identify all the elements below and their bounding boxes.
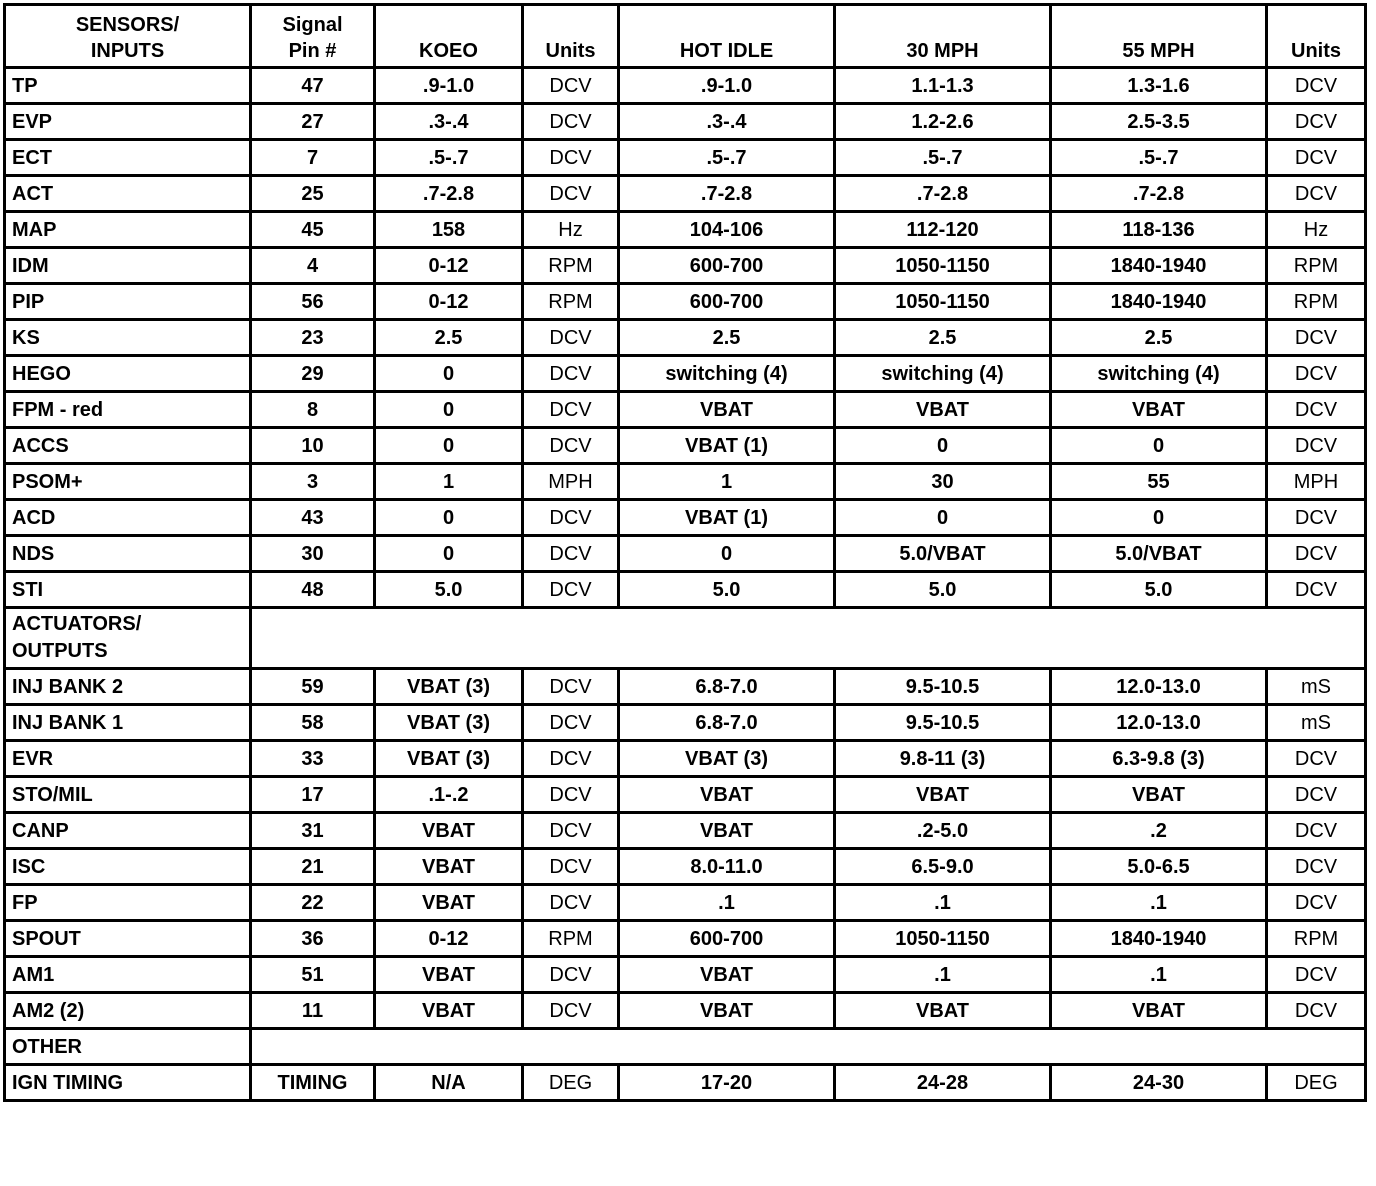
signal-pin-cell: 51 (251, 957, 375, 993)
hot-idle-cell: 6.8-7.0 (619, 669, 835, 705)
mph55-cell: 1840-1940 (1051, 248, 1267, 284)
table-row (5, 212, 1366, 248)
pin-voltage-table (3, 3, 1367, 1102)
hot-idle-cell: 600-700 (619, 248, 835, 284)
table-row (5, 777, 1366, 813)
units-cell: DCV (523, 320, 619, 356)
mph30-cell: 6.5-9.0 (835, 849, 1051, 885)
mph55-cell: 1840-1940 (1051, 284, 1267, 320)
name: KS (5, 320, 251, 356)
table-row (5, 885, 1366, 921)
mph30-cell: 2.5 (835, 320, 1051, 356)
table-row (5, 669, 1366, 705)
hot-idle-cell: 5.0 (619, 572, 835, 608)
mph30-cell: 1050-1150 (835, 921, 1051, 957)
mph30-cell: .1 (835, 885, 1051, 921)
koeo-cell: .3-.4 (375, 104, 523, 140)
signal-pin-cell: 33 (251, 741, 375, 777)
table-row (5, 464, 1366, 500)
name: AM1 (5, 957, 251, 993)
hot-idle-cell: VBAT (619, 813, 835, 849)
hot-idle-cell: .3-.4 (619, 104, 835, 140)
mph55-cell: 24-30 (1051, 1065, 1267, 1101)
signal-pin-cell: TIMING (251, 1065, 375, 1101)
name: EVP (5, 104, 251, 140)
hot-idle-cell: 2.5 (619, 320, 835, 356)
units-cell: DCV (523, 104, 619, 140)
units2-cell: DCV (1267, 140, 1366, 176)
mph30-cell: 24-28 (835, 1065, 1051, 1101)
signal-pin-cell: 56 (251, 284, 375, 320)
table-row (5, 849, 1366, 885)
mph55-cell: 5.0-6.5 (1051, 849, 1267, 885)
units2-cell: DCV (1267, 741, 1366, 777)
table-row (5, 320, 1366, 356)
mph30-cell: .5-.7 (835, 140, 1051, 176)
koeo-cell: VBAT (3) (375, 669, 523, 705)
header-units-2: Units (1267, 5, 1366, 68)
hot-idle-cell: 6.8-7.0 (619, 705, 835, 741)
name: ACT (5, 176, 251, 212)
table-row (5, 957, 1366, 993)
hot-idle-cell: 0 (619, 536, 835, 572)
name: FPM - red (5, 392, 251, 428)
koeo-cell: 158 (375, 212, 523, 248)
table-row (5, 356, 1366, 392)
hot-idle-cell: VBAT (1) (619, 428, 835, 464)
mph55-cell: 0 (1051, 428, 1267, 464)
table-row (5, 1065, 1366, 1101)
header-row (5, 5, 1366, 68)
header-koeo: KOEO (375, 5, 523, 68)
header-sensors-inputs: SENSORS/ INPUTS (5, 5, 251, 68)
units-cell: DCV (523, 813, 619, 849)
signal-pin-cell: 4 (251, 248, 375, 284)
mph55-cell: .5-.7 (1051, 140, 1267, 176)
hot-idle-cell: VBAT (1) (619, 500, 835, 536)
mph55-cell: VBAT (1051, 993, 1267, 1029)
signal-pin-cell: 25 (251, 176, 375, 212)
koeo-cell: 0 (375, 428, 523, 464)
name: MAP (5, 212, 251, 248)
name: ISC (5, 849, 251, 885)
mph55-cell: 1840-1940 (1051, 921, 1267, 957)
units2-cell: MPH (1267, 464, 1366, 500)
section-other (5, 1029, 1366, 1065)
mph55-cell: VBAT (1051, 777, 1267, 813)
mph55-cell: 12.0-13.0 (1051, 705, 1267, 741)
mph30-cell: 1.2-2.6 (835, 104, 1051, 140)
hot-idle-cell: VBAT (3) (619, 741, 835, 777)
mph30-cell: VBAT (835, 392, 1051, 428)
units-cell: RPM (523, 248, 619, 284)
units2-cell: DCV (1267, 993, 1366, 1029)
section-title: ACTUATORS/ OUTPUTS (5, 608, 251, 669)
mph55-cell: .1 (1051, 957, 1267, 993)
units-cell: DCV (523, 428, 619, 464)
units2-cell: RPM (1267, 284, 1366, 320)
mph55-cell: 0 (1051, 500, 1267, 536)
units2-cell: DCV (1267, 957, 1366, 993)
mph30-cell: 9.8-11 (3) (835, 741, 1051, 777)
signal-pin-cell: 22 (251, 885, 375, 921)
signal-pin-cell: 3 (251, 464, 375, 500)
signal-pin-cell: 43 (251, 500, 375, 536)
table-row (5, 392, 1366, 428)
signal-pin-cell: 21 (251, 849, 375, 885)
units-cell: DCV (523, 536, 619, 572)
signal-pin-cell: 36 (251, 921, 375, 957)
name: ACCS (5, 428, 251, 464)
units2-cell: DCV (1267, 176, 1366, 212)
mph30-cell: 1050-1150 (835, 248, 1051, 284)
name: TP (5, 68, 251, 104)
units-cell: RPM (523, 921, 619, 957)
mph30-cell: VBAT (835, 993, 1051, 1029)
signal-pin-cell: 11 (251, 993, 375, 1029)
table-row (5, 741, 1366, 777)
mph55-cell: 55 (1051, 464, 1267, 500)
name: CANP (5, 813, 251, 849)
mph30-cell: 0 (835, 500, 1051, 536)
units2-cell: DCV (1267, 320, 1366, 356)
mph55-cell: 2.5 (1051, 320, 1267, 356)
units2-cell: DCV (1267, 356, 1366, 392)
units2-cell: Hz (1267, 212, 1366, 248)
units2-cell: mS (1267, 669, 1366, 705)
table-row (5, 813, 1366, 849)
table-row (5, 176, 1366, 212)
units-cell: DCV (523, 993, 619, 1029)
koeo-cell: 0 (375, 356, 523, 392)
koeo-cell: VBAT (3) (375, 741, 523, 777)
signal-pin-cell: 48 (251, 572, 375, 608)
units-cell: DCV (523, 356, 619, 392)
table-row (5, 572, 1366, 608)
mph55-cell: 118-136 (1051, 212, 1267, 248)
units-cell: DCV (523, 572, 619, 608)
hot-idle-cell: 17-20 (619, 1065, 835, 1101)
name: INJ BANK 1 (5, 705, 251, 741)
units-cell: DCV (523, 705, 619, 741)
units2-cell: mS (1267, 705, 1366, 741)
table-row (5, 428, 1366, 464)
mph30-cell: 9.5-10.5 (835, 705, 1051, 741)
koeo-cell: VBAT (3) (375, 705, 523, 741)
table-row (5, 140, 1366, 176)
koeo-cell: 0-12 (375, 248, 523, 284)
koeo-cell: .9-1.0 (375, 68, 523, 104)
signal-pin-cell: 31 (251, 813, 375, 849)
signal-pin-cell: 7 (251, 140, 375, 176)
units-cell: DCV (523, 68, 619, 104)
hot-idle-cell: 1 (619, 464, 835, 500)
hot-idle-cell: 8.0-11.0 (619, 849, 835, 885)
mph30-cell: 5.0/VBAT (835, 536, 1051, 572)
table-row (5, 104, 1366, 140)
units-cell: DEG (523, 1065, 619, 1101)
table-row (5, 536, 1366, 572)
name: IDM (5, 248, 251, 284)
hot-idle-cell: 600-700 (619, 284, 835, 320)
section-blank (251, 1029, 1366, 1065)
hot-idle-cell: VBAT (619, 777, 835, 813)
signal-pin-cell: 27 (251, 104, 375, 140)
table-row (5, 500, 1366, 536)
table-row (5, 993, 1366, 1029)
signal-pin-cell: 58 (251, 705, 375, 741)
koeo-cell: .1-.2 (375, 777, 523, 813)
mph30-cell: 9.5-10.5 (835, 669, 1051, 705)
name: NDS (5, 536, 251, 572)
units-cell: DCV (523, 669, 619, 705)
units-cell: DCV (523, 500, 619, 536)
header-signal-pin: Signal Pin # (251, 5, 375, 68)
name: ACD (5, 500, 251, 536)
table-row (5, 921, 1366, 957)
name: FP (5, 885, 251, 921)
koeo-cell: 0-12 (375, 921, 523, 957)
mph55-cell: switching (4) (1051, 356, 1267, 392)
koeo-cell: 0 (375, 536, 523, 572)
name: ECT (5, 140, 251, 176)
units2-cell: DCV (1267, 68, 1366, 104)
header-units: Units (523, 5, 619, 68)
mph30-cell: VBAT (835, 777, 1051, 813)
units-cell: RPM (523, 284, 619, 320)
mph55-cell: 6.3-9.8 (3) (1051, 741, 1267, 777)
mph30-cell: 5.0 (835, 572, 1051, 608)
units2-cell: DCV (1267, 572, 1366, 608)
koeo-cell: VBAT (375, 885, 523, 921)
koeo-cell: VBAT (375, 813, 523, 849)
mph55-cell: 5.0/VBAT (1051, 536, 1267, 572)
units-cell: DCV (523, 777, 619, 813)
hot-idle-cell: VBAT (619, 957, 835, 993)
mph55-cell: 2.5-3.5 (1051, 104, 1267, 140)
hot-idle-cell: VBAT (619, 392, 835, 428)
mph30-cell: 1050-1150 (835, 284, 1051, 320)
name: IGN TIMING (5, 1065, 251, 1101)
units2-cell: DCV (1267, 500, 1366, 536)
signal-pin-cell: 17 (251, 777, 375, 813)
mph30-cell: 30 (835, 464, 1051, 500)
hot-idle-cell: .1 (619, 885, 835, 921)
hot-idle-cell: switching (4) (619, 356, 835, 392)
units2-cell: DCV (1267, 777, 1366, 813)
name: PSOM+ (5, 464, 251, 500)
signal-pin-cell: 59 (251, 669, 375, 705)
mph55-cell: .2 (1051, 813, 1267, 849)
mph30-cell: 0 (835, 428, 1051, 464)
koeo-cell: 2.5 (375, 320, 523, 356)
mph30-cell: .1 (835, 957, 1051, 993)
units2-cell: DCV (1267, 849, 1366, 885)
units2-cell: RPM (1267, 921, 1366, 957)
table-row (5, 68, 1366, 104)
signal-pin-cell: 29 (251, 356, 375, 392)
mph30-cell: .7-2.8 (835, 176, 1051, 212)
koeo-cell: N/A (375, 1065, 523, 1101)
units2-cell: DCV (1267, 885, 1366, 921)
header-55-mph: 55 MPH (1051, 5, 1267, 68)
hot-idle-cell: .9-1.0 (619, 68, 835, 104)
mph55-cell: 12.0-13.0 (1051, 669, 1267, 705)
hot-idle-cell: 104-106 (619, 212, 835, 248)
mph55-cell: VBAT (1051, 392, 1267, 428)
units2-cell: DCV (1267, 536, 1366, 572)
mph30-cell: switching (4) (835, 356, 1051, 392)
table-row (5, 248, 1366, 284)
koeo-cell: 5.0 (375, 572, 523, 608)
name: HEGO (5, 356, 251, 392)
koeo-cell: 0-12 (375, 284, 523, 320)
koeo-cell: 0 (375, 392, 523, 428)
koeo-cell: .5-.7 (375, 140, 523, 176)
spec-sheet (3, 3, 1367, 1102)
name: EVR (5, 741, 251, 777)
units2-cell: DCV (1267, 813, 1366, 849)
table-row (5, 284, 1366, 320)
hot-idle-cell: .7-2.8 (619, 176, 835, 212)
mph30-cell: .2-5.0 (835, 813, 1051, 849)
signal-pin-cell: 45 (251, 212, 375, 248)
koeo-cell: 1 (375, 464, 523, 500)
units2-cell: RPM (1267, 248, 1366, 284)
units2-cell: DEG (1267, 1065, 1366, 1101)
name: AM2 (2) (5, 993, 251, 1029)
koeo-cell: 0 (375, 500, 523, 536)
units2-cell: DCV (1267, 392, 1366, 428)
units-cell: Hz (523, 212, 619, 248)
koeo-cell: VBAT (375, 993, 523, 1029)
hot-idle-cell: 600-700 (619, 921, 835, 957)
units-cell: DCV (523, 885, 619, 921)
koeo-cell: VBAT (375, 849, 523, 885)
units-cell: DCV (523, 849, 619, 885)
koeo-cell: .7-2.8 (375, 176, 523, 212)
units-cell: DCV (523, 741, 619, 777)
mph30-cell: 1.1-1.3 (835, 68, 1051, 104)
hot-idle-cell: VBAT (619, 993, 835, 1029)
units-cell: DCV (523, 392, 619, 428)
header-30-mph: 30 MPH (835, 5, 1051, 68)
units2-cell: DCV (1267, 428, 1366, 464)
section-blank (251, 608, 1366, 669)
section-title: OTHER (5, 1029, 251, 1065)
signal-pin-cell: 23 (251, 320, 375, 356)
name: STI (5, 572, 251, 608)
units-cell: DCV (523, 176, 619, 212)
units-cell: MPH (523, 464, 619, 500)
signal-pin-cell: 30 (251, 536, 375, 572)
mph55-cell: 5.0 (1051, 572, 1267, 608)
koeo-cell: VBAT (375, 957, 523, 993)
section-actuators-outputs (5, 608, 1366, 669)
table-row (5, 705, 1366, 741)
header-hot-idle: HOT IDLE (619, 5, 835, 68)
units-cell: DCV (523, 957, 619, 993)
units-cell: DCV (523, 140, 619, 176)
mph55-cell: 1.3-1.6 (1051, 68, 1267, 104)
units2-cell: DCV (1267, 104, 1366, 140)
name: INJ BANK 2 (5, 669, 251, 705)
name: PIP (5, 284, 251, 320)
signal-pin-cell: 8 (251, 392, 375, 428)
mph55-cell: .7-2.8 (1051, 176, 1267, 212)
hot-idle-cell: .5-.7 (619, 140, 835, 176)
signal-pin-cell: 10 (251, 428, 375, 464)
signal-pin-cell: 47 (251, 68, 375, 104)
mph30-cell: 112-120 (835, 212, 1051, 248)
name: SPOUT (5, 921, 251, 957)
mph55-cell: .1 (1051, 885, 1267, 921)
name: STO/MIL (5, 777, 251, 813)
